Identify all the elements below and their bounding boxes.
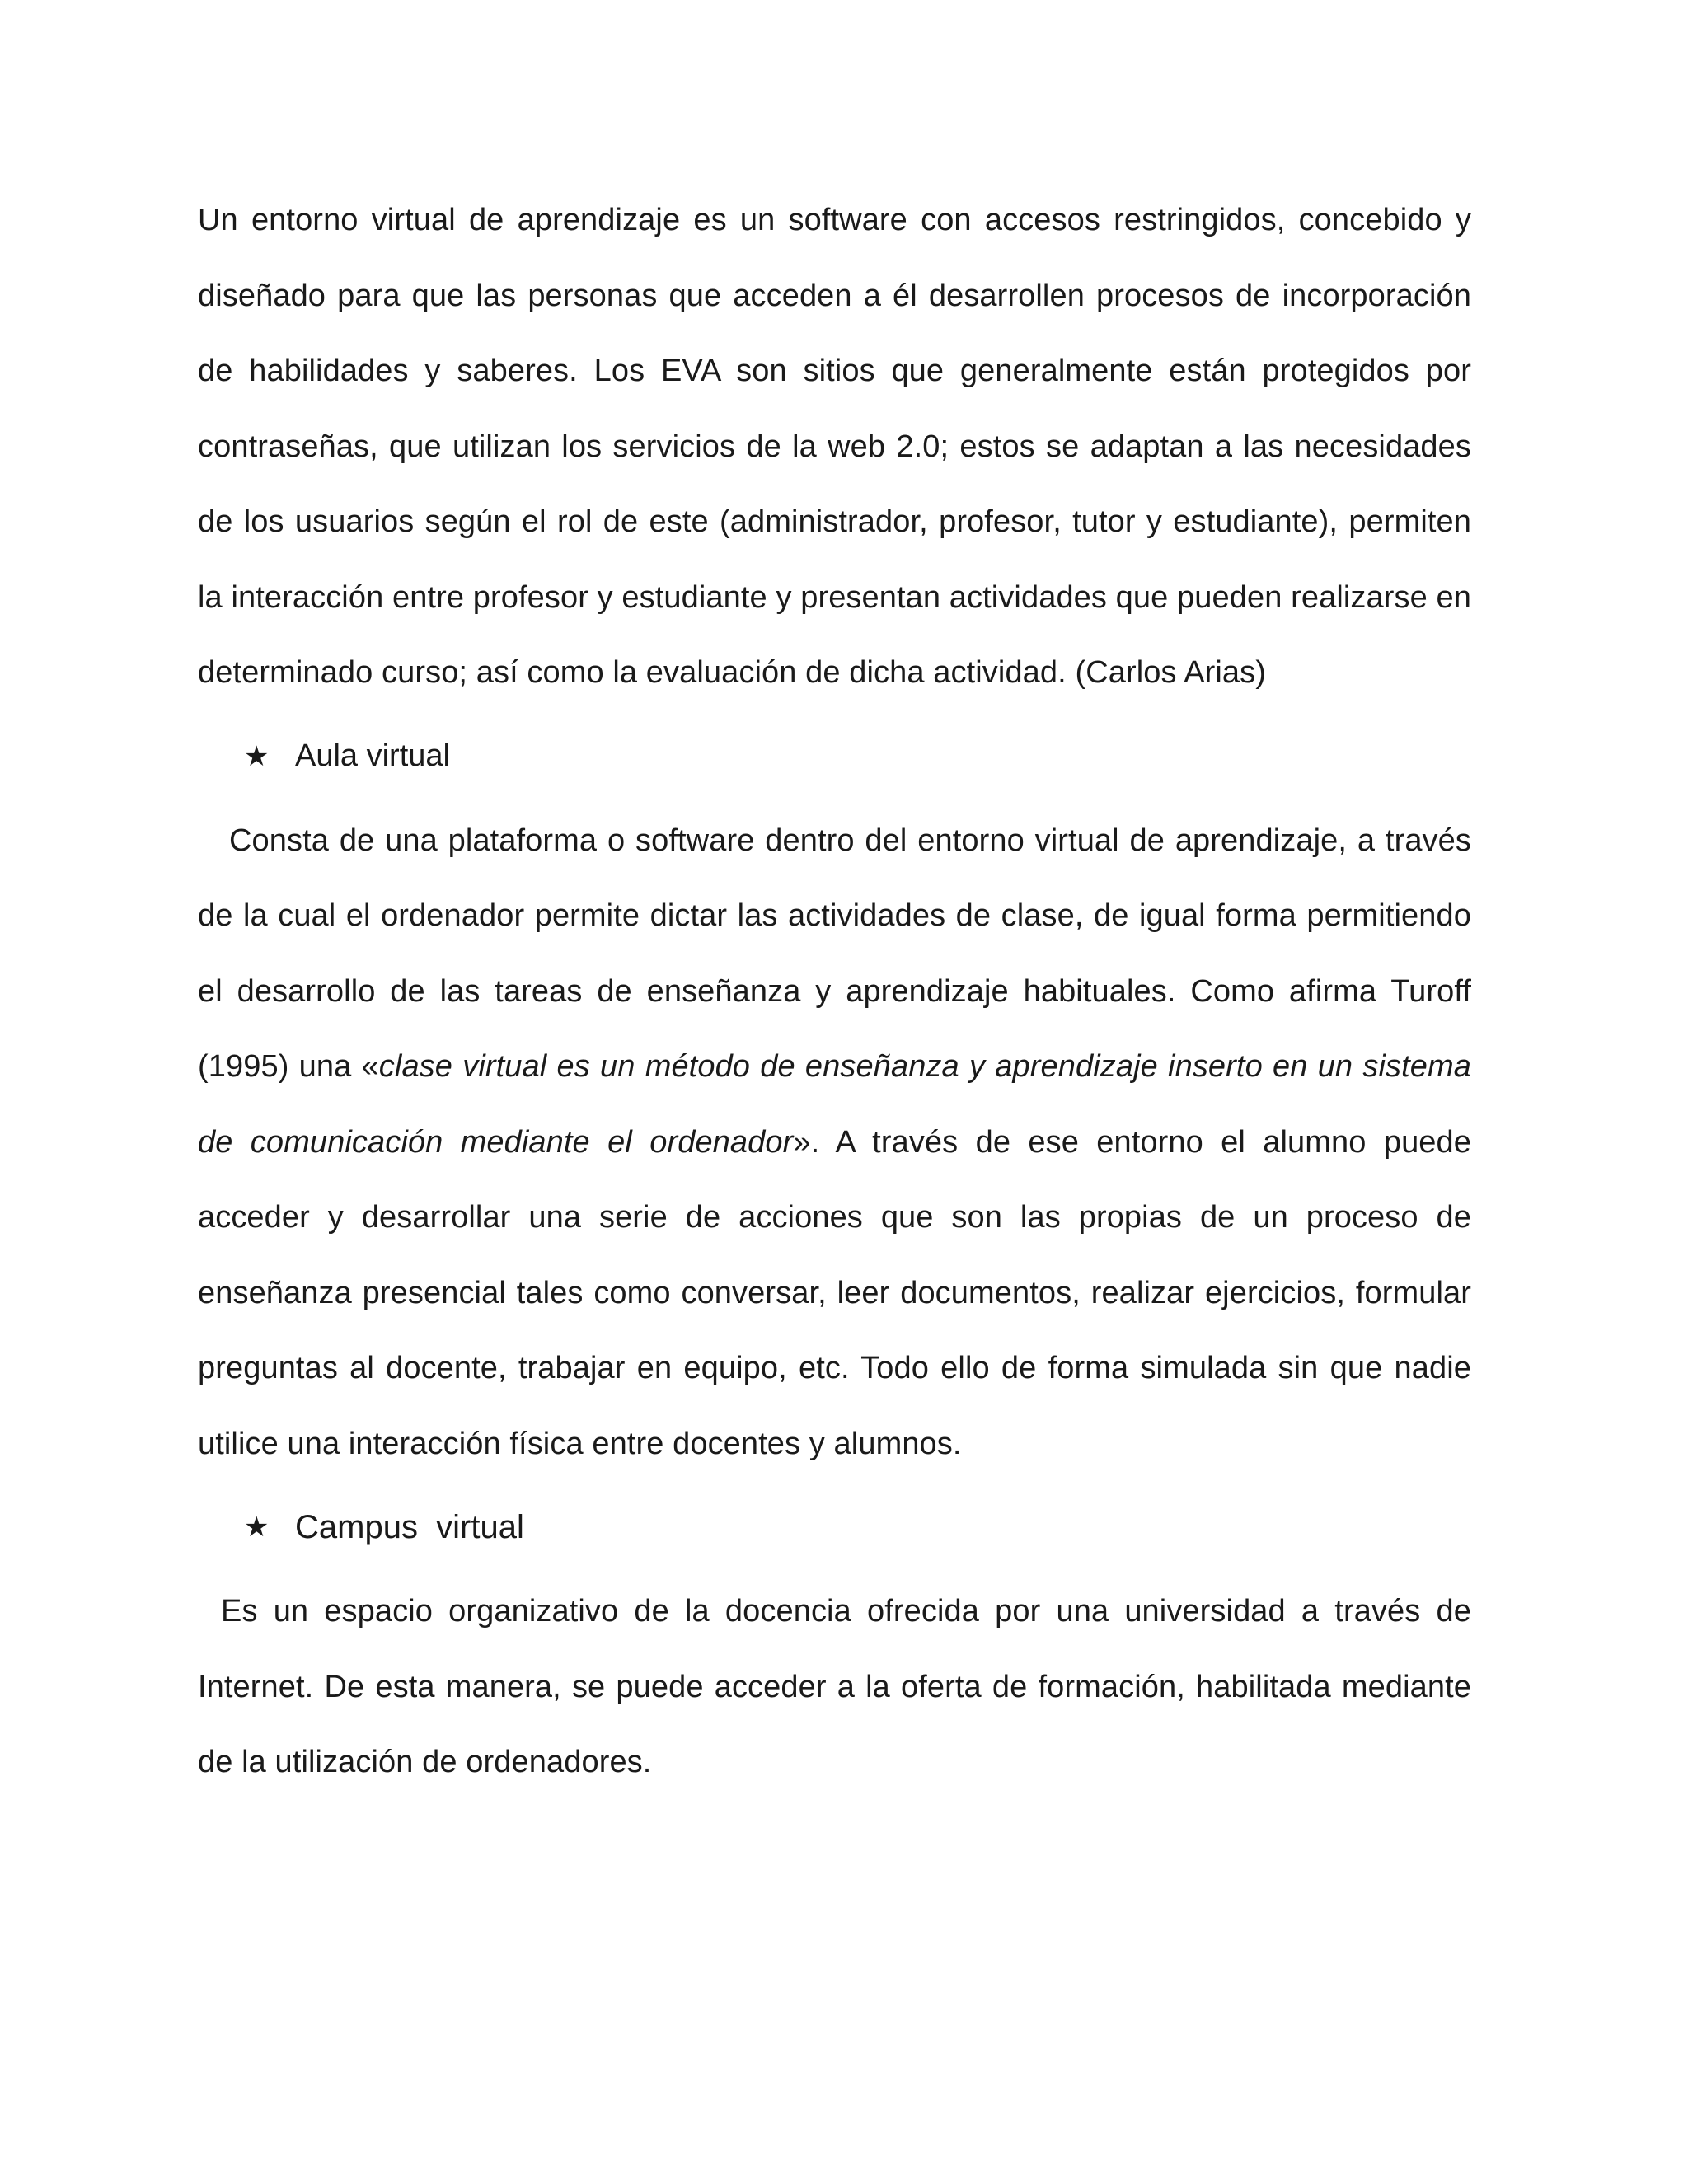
turoff-quote: clase virtual es un método de enseñanza y aprendizaje inserto en un sistema de comunicación mediante el ordenador <box>198 1049 1471 1160</box>
star-icon: ★ <box>244 1511 270 1544</box>
star-icon: ★ <box>244 739 270 773</box>
intro-paragraph: Un entorno virtual de aprendizaje es un software con accesos restringidos, concebido y diseñado para que las personas que acceden a él desarrollen procesos de incorporación de habilidades y saberes. Los EVA son sitios que generalmente están protegidos por contraseñas, que utilizan los servicios de la web 2.0; estos se adaptan a las necesidades de los usuarios según el rol de este (administrador, profesor, tutor y estudiante), permiten la interacción entre profesor y estudiante y presentan actividades que pueden realizarse en determinado curso; así como la evaluación de dicha actividad. (Carlos Arias) <box>198 203 1471 690</box>
document-body <box>198 183 1471 1801</box>
aula-virtual-paragraph <box>198 804 1471 1483</box>
section-title: Aula virtual <box>295 738 450 773</box>
section-title: Campus virtual <box>295 1508 524 1545</box>
section-heading-campus-virtual <box>244 1490 1471 1564</box>
section-heading-aula-virtual <box>244 719 1471 794</box>
campus-virtual-paragraph: Es un espacio organizativo de la docencia ofrecida por una universidad a través de Internet. De esta manera, se puede acceder a la oferta de formación, habilitada mediante de la utilización de ordenadores. <box>198 1594 1471 1779</box>
aula-text-before-quote: Consta de una plataforma o software dentro del entorno virtual de aprendizaje, a través de la cual el ordenador permite dictar las actividades de clase, de igual forma permitiendo el desarrollo de las tareas de enseñanza y aprendizaje habituales. Como afirma Turoff (1995) una « <box>198 823 1471 1084</box>
aula-text-after-quote: ». A través de ese entorno el alumno puede acceder y desarrollar una serie de acciones que son las propias de un proceso de enseñanza presencial tales como conversar, leer documentos, realizar ejercicios, formular preguntas al docente, trabajar en equipo, etc. Todo ello de forma simulada sin que nadie utilice una interacción física entre docentes y alumnos. <box>198 1124 1472 1461</box>
